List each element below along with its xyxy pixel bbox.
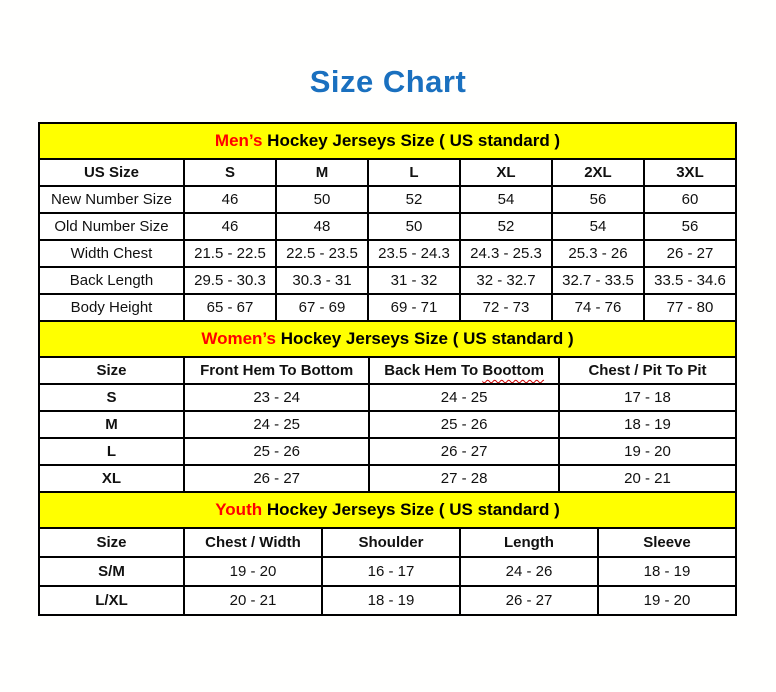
mens-row-label-cell: Width Chest — [39, 240, 184, 267]
header-label: Front Hem To Bottom — [200, 362, 354, 379]
mens-data-row — [39, 213, 736, 240]
mens-value-cell: 22.5 - 23.5 — [276, 240, 368, 267]
womens-value-cell: 20 - 21 — [559, 465, 736, 492]
womens-value-cell: 24 - 25 — [369, 384, 559, 411]
mens-value-cell: 46 — [184, 186, 276, 213]
page-title: Size Chart — [309, 64, 467, 99]
mens-value-cell: 72 - 73 — [460, 294, 552, 321]
womens-header-cell — [184, 357, 369, 384]
youth-banner-highlight: Youth — [215, 500, 263, 519]
header-label: Size — [96, 362, 127, 379]
header-label: Length — [503, 534, 554, 551]
womens-row-label-cell: S — [39, 384, 184, 411]
mens-value-cell: 65 - 67 — [184, 294, 276, 321]
youth-value-cell: 20 - 21 — [184, 586, 322, 615]
mens-banner — [38, 122, 737, 160]
womens-value-cell: 18 - 19 — [559, 411, 736, 438]
mens-value-cell: 29.5 - 30.3 — [184, 267, 276, 294]
header-label: 3XL — [676, 164, 704, 181]
mens-value-cell: 50 — [368, 213, 460, 240]
youth-value-cell: 18 - 19 — [598, 557, 736, 586]
header-label: S — [224, 164, 235, 181]
womens-data-row — [39, 384, 736, 411]
womens-row-label-cell: M — [39, 411, 184, 438]
womens-table — [38, 356, 737, 493]
header-label: XL — [496, 164, 516, 181]
header-label: Chest / Width — [205, 534, 301, 551]
youth-header-cell — [39, 528, 184, 557]
mens-header-cell — [39, 159, 184, 186]
mens-table — [38, 158, 737, 322]
womens-value-cell: 24 - 25 — [184, 411, 369, 438]
mens-data-row — [39, 240, 736, 267]
mens-banner-text: Hockey Jerseys Size ( US standard ) — [262, 131, 561, 150]
mens-value-cell: 32 - 32.7 — [460, 267, 552, 294]
youth-data-row — [39, 586, 736, 615]
mens-value-cell: 32.7 - 33.5 — [552, 267, 644, 294]
mens-value-cell: 48 — [276, 213, 368, 240]
womens-data-row — [39, 465, 736, 492]
mens-banner-highlight: Men’s — [214, 131, 263, 150]
youth-row-label-cell: S/M — [39, 557, 184, 586]
header-label: L — [409, 164, 419, 181]
header-label: 2XL — [584, 164, 612, 181]
mens-value-cell: 56 — [644, 213, 736, 240]
youth-value-cell: 19 - 20 — [184, 557, 322, 586]
womens-header-cell — [559, 357, 736, 384]
womens-value-cell: 17 - 18 — [559, 384, 736, 411]
mens-value-cell: 26 - 27 — [644, 240, 736, 267]
womens-banner — [38, 320, 737, 358]
mens-value-cell: 60 — [644, 186, 736, 213]
mens-value-cell: 54 — [460, 186, 552, 213]
mens-value-cell: 54 — [552, 213, 644, 240]
size-chart-tables — [38, 122, 737, 616]
youth-banner — [38, 491, 737, 529]
youth-row-label-cell: L/XL — [39, 586, 184, 615]
womens-data-row — [39, 411, 736, 438]
mens-value-cell: 77 - 80 — [644, 294, 736, 321]
womens-value-cell: 25 - 26 — [184, 438, 369, 465]
header-label-misspelled: Boottom — [482, 362, 545, 379]
youth-header-cell — [598, 528, 736, 557]
mens-value-cell: 67 - 69 — [276, 294, 368, 321]
mens-row-label-cell: Back Length — [39, 267, 184, 294]
mens-value-cell: 25.3 - 26 — [552, 240, 644, 267]
womens-value-cell: 27 - 28 — [369, 465, 559, 492]
youth-table — [38, 527, 737, 616]
mens-header-row — [39, 159, 736, 186]
youth-value-cell: 19 - 20 — [598, 586, 736, 615]
mens-header-cell — [368, 159, 460, 186]
womens-banner-text: Hockey Jerseys Size ( US standard ) — [275, 329, 574, 348]
mens-value-cell: 74 - 76 — [552, 294, 644, 321]
header-label: Size — [96, 534, 127, 551]
mens-value-cell: 52 — [460, 213, 552, 240]
mens-header-cell — [276, 159, 368, 186]
youth-header-cell — [322, 528, 460, 557]
mens-value-cell: 52 — [368, 186, 460, 213]
womens-value-cell: 23 - 24 — [184, 384, 369, 411]
youth-header-cell — [184, 528, 322, 557]
mens-value-cell: 24.3 - 25.3 — [460, 240, 552, 267]
womens-value-cell: 19 - 20 — [559, 438, 736, 465]
youth-header-cell — [460, 528, 598, 557]
mens-header-cell — [552, 159, 644, 186]
womens-header-cell — [369, 357, 559, 384]
mens-header-cell — [184, 159, 276, 186]
mens-data-row — [39, 294, 736, 321]
mens-data-row — [39, 267, 736, 294]
womens-banner-highlight: Women’s — [201, 329, 276, 348]
womens-row-label-cell: XL — [39, 465, 184, 492]
mens-header-cell — [460, 159, 552, 186]
mens-row-label-cell: Body Height — [39, 294, 184, 321]
mens-value-cell: 69 - 71 — [368, 294, 460, 321]
womens-value-cell: 26 - 27 — [184, 465, 369, 492]
header-label: US Size — [83, 164, 139, 181]
mens-value-cell: 23.5 - 24.3 — [368, 240, 460, 267]
mens-value-cell: 30.3 - 31 — [276, 267, 368, 294]
mens-value-cell: 46 — [184, 213, 276, 240]
mens-value-cell: 33.5 - 34.6 — [644, 267, 736, 294]
header-label: Back Hem To — [384, 362, 483, 379]
womens-data-row — [39, 438, 736, 465]
youth-value-cell: 24 - 26 — [460, 557, 598, 586]
mens-value-cell: 50 — [276, 186, 368, 213]
mens-header-cell — [644, 159, 736, 186]
header-label: M — [315, 164, 329, 181]
mens-row-label-cell: Old Number Size — [39, 213, 184, 240]
header-label: Sleeve — [643, 534, 691, 551]
womens-row-label-cell: L — [39, 438, 184, 465]
womens-header-row — [39, 357, 736, 384]
header-label: Chest / Pit To Pit — [588, 362, 707, 379]
womens-section — [38, 320, 737, 493]
mens-data-row — [39, 186, 736, 213]
womens-header-cell — [39, 357, 184, 384]
youth-banner-text: Hockey Jerseys Size ( US standard ) — [262, 500, 560, 519]
header-label: Shoulder — [358, 534, 424, 551]
mens-value-cell: 31 - 32 — [368, 267, 460, 294]
womens-value-cell: 26 - 27 — [369, 438, 559, 465]
mens-row-label-cell: New Number Size — [39, 186, 184, 213]
mens-section — [38, 122, 737, 322]
youth-value-cell: 26 - 27 — [460, 586, 598, 615]
mens-value-cell: 21.5 - 22.5 — [184, 240, 276, 267]
womens-value-cell: 25 - 26 — [369, 411, 559, 438]
youth-value-cell: 16 - 17 — [322, 557, 460, 586]
mens-value-cell: 56 — [552, 186, 644, 213]
youth-header-row — [39, 528, 736, 557]
youth-data-row — [39, 557, 736, 586]
youth-section — [38, 491, 737, 616]
youth-value-cell: 18 - 19 — [322, 586, 460, 615]
